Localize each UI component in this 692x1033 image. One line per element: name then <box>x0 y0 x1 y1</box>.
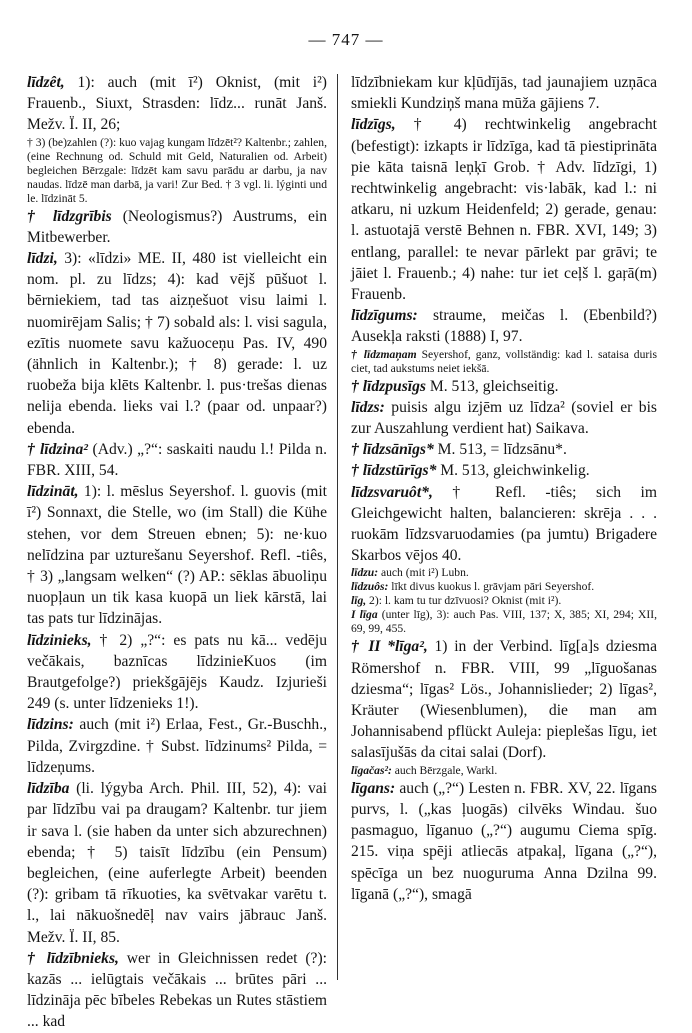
dictionary-entry <box>351 72 657 114</box>
dictionary-entry <box>27 778 327 948</box>
entry-body: wer in Gleichnissen redet (?): kazās ... ielūgtais večākais ... brūtes pāri ... līdzināja pēc bībeles Rebekas un Rutes stāstiem ... kad <box>27 949 327 1031</box>
entry-body: † Refl. -tiês; sich im Gleichgewicht halten, balancieren: skrēja . . . ruokām līdzsvaruodamies (pa jumtu) Brigadere Skarbos vējos 40. <box>351 483 657 565</box>
right-column <box>351 72 657 905</box>
dictionary-entry <box>351 114 657 305</box>
entry-headword: līgačas²: <box>351 763 392 777</box>
dictionary-entry <box>351 580 657 594</box>
entry-headword: līdzs: <box>351 398 385 416</box>
dictionary-entry <box>27 72 327 136</box>
entry-body: 1): l. mēslus Seyershof. l. guovis (mit ī²) Sonnaxt, die Stelle, wo (im Stall) die Kühe stehen, vor dem Streuen ebnen; 5): ne·kuo nelīdzina par uzturešanu Seyershof. Refl. -tiês, † 3) „langsam welken“ (?) AP.: sēklas ābuoliņu nuopļaun un tik kasa kuopā un liek kārstā, lai tas pats tur līdzinājas. <box>27 483 327 628</box>
dictionary-entry <box>351 566 657 580</box>
entry-headword: līdzība <box>27 780 70 798</box>
entry-body: 2): l. kam tu tur dzīvuosi? Oknist (mit i²). <box>366 594 562 608</box>
entry-body: auch (mit i²) Lubn. <box>378 566 469 580</box>
dictionary-entry <box>351 778 657 905</box>
entry-headword: † līdzmaņam <box>351 347 417 361</box>
left-column <box>27 72 327 1033</box>
dictionary-entry <box>351 376 657 397</box>
entry-body: līdzībniekam kur kļūdījās, tad jaunajiem uzņāca smiekli Kundziņš mana mūža gājiens 7. <box>351 74 657 113</box>
entry-headword: † līdzina² <box>27 440 88 458</box>
entry-body: M. 513, = līdzsānu*. <box>433 441 567 459</box>
dictionary-entry <box>351 608 657 636</box>
entry-headword: līdzêt, <box>27 74 65 91</box>
entry-body: 3): «līdzi» ME. II, 480 ist vielleicht ein nom. pl. zu līdzs; 4): kad vējš pūšuot l. bērniekiem, tad tas aizņešuot visu laimi l. nuomirējam Salis; † 7) sobald als: l. visi sagula, ezītis nuomete savu kažuoceņu Pas. IV, 490 (ähnlich in Kaltenbr.); † 8) gerade: l. uz ruobeža bija klēts Kaltenbr. l. pus·trešas dienas nelija ebenda. lieks vai l.? (paar od. unpaar?) ebenda. <box>27 250 327 437</box>
entry-body: Seyershof, ganz, vollständig: kad l. sataisa duris ciet, tad aukstums neiet iekšā. <box>351 347 657 375</box>
dictionary-entry <box>351 305 657 347</box>
dictionary-entry <box>27 206 327 248</box>
entry-body: auch (mit i²) Erlaa, Fest., Gr.-Buschh., Pilda, Zvirgzdine. † Subst. līdzinums² Pilda, = līdzeņums. <box>27 716 327 776</box>
entry-body: puisis algu izjēm uz līdza² (soviel er bis zur Auszahlung verdient hat) Saikava. <box>351 398 657 438</box>
dictionary-entry <box>351 482 657 567</box>
dictionary-entry <box>27 948 327 1033</box>
entry-headword: † līdzsānīgs* <box>351 441 434 459</box>
entry-headword: I līga <box>351 608 378 622</box>
entry-body: līkt divus kuokus l. grāvjam pāri Seyershof. <box>388 580 595 594</box>
dictionary-entry <box>351 636 657 763</box>
dictionary-entry <box>27 136 327 206</box>
dictionary-entry <box>27 630 327 715</box>
entry-body: (li. lýgyba Arch. Phil. III, 52), 4): vai par līdzību vai pa draugam? Kaltenbr. tur jiem ir sava l. (sie haben da unter sich abzurechnen) ebenda; † 5) taisīt līdzību (ein Pensum) begleichen, (eine auferlegte Arbeit) beenden (?): gribam tā rīkuoties, ka svētvakar varētu t. l., lai nākuošnedēļ nav vairs jābrauc Janš. Mežv. Ï. II, 85. <box>27 780 327 946</box>
entry-headword: † II *līga², <box>351 638 428 656</box>
entry-body: (Adv.) „?“: saskaiti naudu l.! Pilda n. FBR. XIII, 54. <box>27 440 328 480</box>
entry-headword: † līdzībnieks, <box>27 949 119 967</box>
page-number: — 747 — <box>308 30 384 49</box>
entry-headword: † līdzgrībis <box>27 207 112 225</box>
entry-headword: līdzināt, <box>27 483 79 501</box>
dictionary-entry <box>351 348 657 376</box>
entry-headword: līdzins: <box>27 716 74 734</box>
entry-headword: līdzu: <box>351 566 379 580</box>
column-divider <box>337 74 338 980</box>
entry-body: M. 513, gleichseitig. <box>425 377 559 395</box>
dictionary-entry <box>351 594 657 608</box>
dictionary-entry <box>27 714 327 778</box>
dictionary-entry <box>27 439 327 481</box>
entry-body: (Neologismus?) Austrums, ein Mitbewerber. <box>27 207 328 246</box>
dictionary-entry <box>27 481 327 629</box>
entry-body: † 3) (be)zahlen (?): kuo vajag kungam līdzēt²? Kaltenbr.; zahlen, (eine Rechnung od. Schuld mit Geld, Naturalien od. Arbeit) begleichen Bērzgale: līdzēt kam savu parādu ar darbu, ja nav naudas. līdzē man darbā, ja vari! Zur Bed. † 3 vgl. li. lýginti und le. līdzināt 5. <box>27 135 327 205</box>
entry-body: † 4) rechtwinkelig angebracht (befestigt): izkapts ir līdzīga, kad tā piestiprināta pie kāta taisnā leņķī Grob. † Adv. līdzīgi, 1) rechtwinkelig angebracht: vis·labāk, kad l.: ni atkaru, ni uzkum Heidenfeld; 2) gerade, genau: l. astuotajā verstē Behnen n. FBR. XVI, 149; 3) entlang, parallel: te nevar pārlekt par grāvi; te jāiet l. Frauenb.; 4) nahe: tur iet ceļš l. gaŗā(m) Frauenb. <box>351 116 657 304</box>
entry-body: (unter līg), 3): auch Pas. VIII, 137; X, 385; XI, 294; XII, 69, 99, 455. <box>351 608 657 636</box>
dictionary-entry <box>351 397 657 439</box>
dictionary-entry <box>351 439 657 460</box>
entry-body: 1): auch (mit ī²) Oknist, (mit i²) Frauenb., Siuxt, Strasden: līdz... runāt Janš. Mežv. Ï. II, 26; <box>27 74 327 134</box>
entry-headword: † līdzstūrīgs* <box>351 462 437 480</box>
entry-body: M. 513, gleichwinkelig. <box>436 462 590 480</box>
entry-body: auch Bērzgale, Warkl. <box>391 763 498 777</box>
entry-headword: līdzinieks, <box>27 631 92 649</box>
entry-headword: līdzīgs, <box>351 116 396 134</box>
entry-headword: līg, <box>351 594 367 608</box>
dictionary-entry <box>27 248 327 439</box>
dictionary-entry <box>351 764 657 778</box>
entry-headword: līdzīgums: <box>351 307 418 325</box>
entry-headword: † līdzpusīgs <box>351 377 426 395</box>
entry-body: auch („?“) Lesten n. FBR. XV, 22. līgans purvs, l. („kas ļuogās) cilvēks Windau. šuo pasmaguo, līganuo („?“) augumu Ciema spīg. 215. viņa spēji atliecās atpakaļ, līgana („?“), spēcīga un bez nuogurumа Anna Dzilna 99. līganā („?“), smagā <box>351 779 657 903</box>
dictionary-entry <box>351 460 657 481</box>
entry-body: † 2) „?“: es pats nu kā... vedēju večākais, baznīcas līdzinieKuos (im Brautgefolge?) priekšgājējs Kaudz. Izjurieši 249 (s. unter līdzenieks 1!). <box>27 631 327 713</box>
entry-headword: līdzsvaruôt*, <box>351 483 433 501</box>
entry-body: 1) in der Verbind. līg[a]s dziesma Römershof n. FBR. VIII, 99 „līguošanas dziesma“; līgas² Lös., Johannislieder; 2) līgas², Kräuter (Wiesenblumen), die man am Johannisabend pflückt Auleja: pieplešas līgu, iet salasījušās da citai salai (Dorf). <box>351 638 657 762</box>
entry-headword: līgans: <box>351 779 396 797</box>
entry-body: straume, meičas l. (Ebenbild?) Ausekļa raksti (1888) I, 97. <box>351 307 657 346</box>
entry-headword: līdzuôs: <box>351 580 389 594</box>
entry-headword: līdzi, <box>27 250 58 268</box>
